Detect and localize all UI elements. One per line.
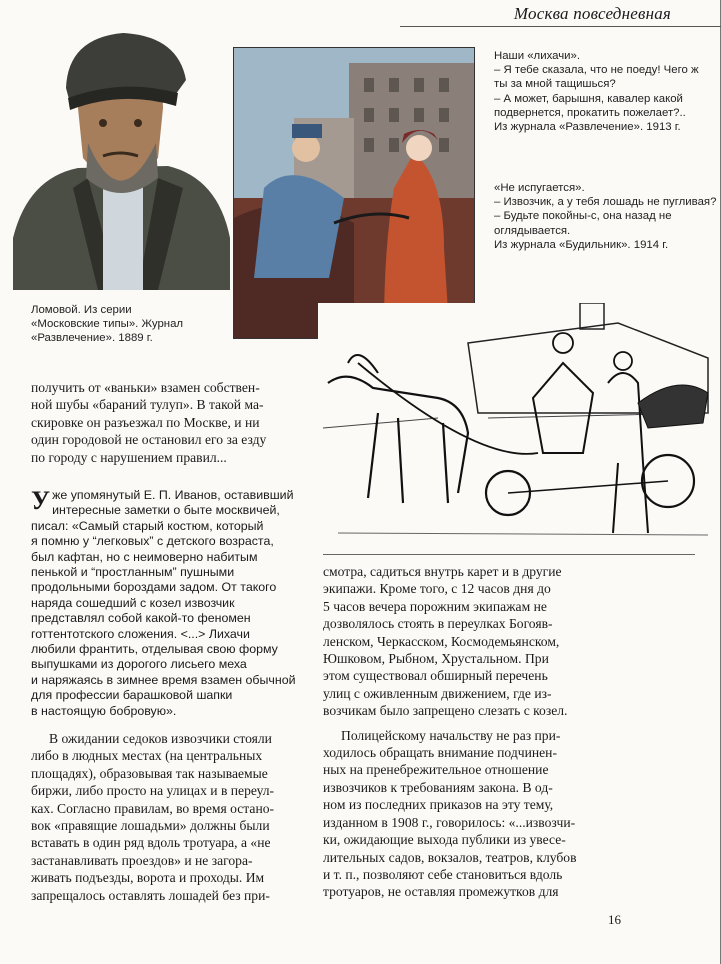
column-1-bottom-text (31, 730, 302, 904)
caption-line: – Извозчик, а у тебя лошадь не пугливая? (494, 196, 717, 209)
text-line: получить от «ваньки» взамен собствен- (31, 380, 260, 395)
text-line: ки, ожидающие выхода публики из увесе- (323, 832, 566, 848)
text-line: в настоящую бобровую». (31, 703, 177, 718)
text-line: улиц с оживленным движением, где из- (323, 685, 552, 701)
text-line: выпушками из дорогого лисьего меха (31, 657, 247, 672)
text-line: этом существовал обширный перечень (323, 668, 548, 684)
text-line: дозволялось стоять в переулках Богояв- (323, 616, 553, 632)
caption-line: ты за мной тащишься? (494, 78, 616, 91)
caption-line: оглядывается. (494, 224, 571, 237)
ivanov-quote-block (31, 488, 311, 719)
text-line: писал: «Самый старый костюм, который (31, 518, 264, 533)
header-rule (400, 26, 721, 27)
text-line: 5 часов вечера порожним экипажам не (323, 598, 547, 614)
text-line: любили франтить, отделывая свою форму (31, 642, 278, 657)
running-header (400, 0, 721, 30)
text-line: интересные заметки о быте москвичей, (52, 503, 280, 518)
text-line: ной шубы «бараний тулуп». В такой ма- (31, 397, 264, 413)
text-line: В ожидании седоков извозчики стояли (49, 731, 272, 746)
text-line: один городовой не остановил его за езду (31, 432, 267, 448)
caption-lihachi (494, 49, 718, 134)
caption-line: – А может, барышня, кавалер какой (494, 92, 683, 105)
text-line: наряда сошедший с козел извозчик (31, 595, 235, 610)
running-title: Москва повседневная (508, 4, 677, 24)
text-line: Юшковом, Рыбном, Хрустальном. При (323, 651, 549, 667)
text-line: скировке он разъезжал по Москве, и ни (31, 414, 260, 430)
lihachi-color-illustration (233, 47, 475, 339)
text-line: застанавливать проездов» и не загора- (31, 852, 253, 868)
column-2-top-rule (323, 554, 695, 555)
text-line: лительных садов, вокзалов, театров, клубов (323, 849, 577, 865)
caption-line: «Московские типы». Журнал (31, 318, 184, 331)
caption-line: Из журнала «Будильник». 1914 г. (494, 238, 669, 251)
page-number: 16 (608, 912, 621, 927)
portrait-lomovoy-illustration (8, 28, 234, 290)
text-line: живать подъезды, ворота и проходы. Им (31, 870, 265, 886)
text-line: запрещалось оставлять лошадей без при- (31, 887, 270, 903)
caption-line: Наши «лихачи». (494, 50, 581, 62)
text-line: и т. п., позволяют себе становиться вдоль (323, 866, 563, 882)
caption-ispugaetsya (494, 181, 720, 252)
text-line: пенькой и “простланным” пушными (31, 565, 235, 580)
column-1-top-text (31, 379, 302, 466)
text-line: изданном в 1908 г., говорилось: «...извозчи- (323, 814, 576, 830)
text-line: смотра, садиться внутрь карет и в другие (323, 564, 562, 579)
izvozchik-line-drawing (318, 303, 712, 543)
quote-first-line: же упомянутый Е. П. Иванов, оставивший (52, 488, 294, 502)
dropcap-letter: У (31, 486, 51, 515)
caption-line: подвернется, прокатить пожелает?.. (494, 106, 686, 119)
text-line: ках. Согласно правилам, во время остано- (31, 800, 275, 816)
text-line: я помню у “легковых” с детского возраста, (31, 534, 274, 549)
caption-line: «Развлечение». 1889 г. (31, 332, 153, 345)
text-line: и наряжаясь в зимнее время взамен обычной (31, 672, 296, 687)
text-line: ном из последних приказов на эту тему, (323, 797, 554, 813)
text-line: либо в людных местах (на центральных (31, 748, 263, 764)
text-line: ных на пренебрежительное отношение (323, 762, 549, 778)
column-2-text (323, 563, 595, 901)
caption-line: – Будьте покойны-с, она назад не (494, 210, 672, 223)
text-line: был кафтан, но с неимоверно набитым (31, 549, 258, 564)
caption-line: «Не испугается». (494, 182, 585, 194)
text-line: продольными бороздами задом. От такого (31, 580, 277, 595)
text-line: по городу с нарушением правил... (31, 449, 227, 465)
text-line: извозчиков к требованиям закона. В од- (323, 779, 553, 795)
text-line: экипажи. Кроме того, с 12 часов дня до (323, 581, 551, 597)
text-line: готтентотского сложения. <...> Лихачи (31, 626, 250, 641)
text-line: Полицейскому начальству не раз при- (341, 727, 561, 743)
text-line: ходилось обращать внимание подчинен- (323, 745, 557, 761)
text-line: вставать в один ряд вдоль тротуара, а «не (31, 835, 271, 851)
text-line: биржи, либо просто на улицах и в переул- (31, 783, 275, 799)
caption-line: Из журнала «Развлечение». 1913 г. (494, 121, 681, 134)
text-line: тротуаров, не оставляя промежутков для (323, 884, 559, 900)
caption-lomovoy (31, 303, 231, 346)
text-line: вок «правящие лошадьми» должны были (31, 818, 270, 834)
text-line: возчикам было запрещено слезать с козел. (323, 703, 568, 719)
text-line: ленском, Черкасском, Космодемьянском, (323, 633, 560, 649)
text-line: площадях), образовывая так называемые (31, 765, 268, 781)
text-line: представлял собой какой-то феномен (31, 611, 251, 626)
text-line: для профессии барашковой шапки (31, 688, 233, 703)
caption-line: – Я тебе сказала, что не поеду! Чего ж (494, 64, 699, 77)
caption-line: Ломовой. Из серии (31, 304, 132, 316)
